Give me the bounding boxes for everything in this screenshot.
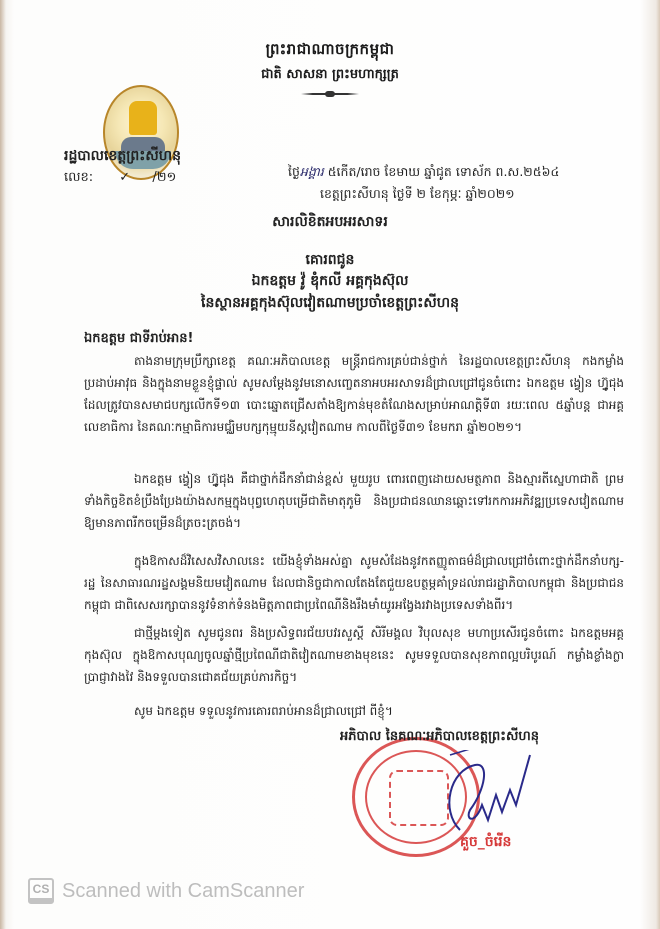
letterhead [230,40,430,95]
recipient-name: ឯកឧត្តម វ៉ូ ឌុំកលី អគ្គកុងស៊ុល [251,273,409,289]
paragraph-text: សូម ឯកឧត្តម ទទួលនូវការគោរពរាប់អានដ៏ជ្រាលជ្រៅ ពីខ្ញុំ។ [134,704,393,718]
closing-paragraph [84,700,624,722]
camscanner-logo-icon: CS [28,878,54,904]
paragraph-text: តាងនាមក្រុមប្រឹក្សាខេត្ត គណៈអភិបាលខេត្ត មន្ត្រីរាជការគ្រប់ជាន់ថ្នាក់ នៃរដ្ឋបាលខេត្តព្រះសីហនុ កងកម្លាំងប្រដាប់អាវុធ និងក្នុងនាមខ្លួនខ្ញុំផ្ទាល់ សូមសម្ដែងនូវមនោសញ្ចេតនាអបអរសាទរដ៏ជ្រាលជ្រៅជូនចំពោះ ឯកឧត្តម ង្វៀន ហ្វ៊ូជុង ដែលត្រូវបានសមាជបក្សលើកទី១៣ បោះឆ្នោតជ្រើសតាំងឱ្យកាន់មុខតំណែងសម្រាប់អាណត្តិទី៣ រយៈពេល ៥ឆ្នាំបន្ត ជាអគ្គលេខាធិការ នៃគណៈកម្មាធិការមជ្ឈិមបក្សកុម្មុយនីស្តវៀតណាម កាលពីថ្ងៃទី៣១ ខែមករា ឆ្នាំ២០២១។ [84,354,624,434]
check-mark-icon: ✓ [119,170,131,185]
paragraph-text: ក្នុងឱកាសដ៏វិសេសវិសាលនេះ យើងខ្ញុំទាំងអស់គ្នា សូមសំដែងនូវកតញ្ញូតាធម៌ដ៏ជ្រាលជ្រៅចំពោះថ្នាក់ដឹកនាំបក្ស-រដ្ឋ នៃសាធារណរដ្ឋសង្គមនិយមវៀតណាម ដែលជានិច្ចជាកាលតែងតែជួយឧបត្ថម្ភគាំទ្រដល់រាជរដ្ឋាភិបាលកម្ពុជា និងប្រជាជនកម្ពុជា ជាពិសេសរក្សាបាននូវទំនាក់ទំនងមិត្តភាពជាប្រពៃណីនិងរឹងមាំយូរអង្វែងរវាងប្រទេសទាំងពីរ។ [84,554,624,612]
lunar-date-rest: ៥កើត/រោច ខែមាឃ ឆ្នាំជូត ទោស័ក ព.ស.២៥៦៤ [327,164,560,179]
signer-name: គួច_ចំរើន [460,834,512,850]
kingdom-title: ព្រះរាជាណាចក្រកម្ពុជា [265,40,395,58]
lunar-date [288,164,559,183]
signature-icon [430,750,550,840]
recipient-greeting: គោរពជូន [305,252,355,268]
paragraph-text: ឯកឧត្តម ង្វៀន ហ្វ៊ូជុង គឺជាថ្នាក់ដឹកនាំជាន់ខ្ពស់ មួយរូប ពោរពេញដោយសមត្ថភាព និងស្មារតីស្នេហាជាតិ ព្រមទាំងកិច្ចខិតខំប្រឹងប្រែងយ៉ាងសកម្មក្នុងបុព្វហេតុបម្រើជាតិមាតុភូមិ និងប្រជាជនឈានឆ្ពោះទៅរកការអភិវឌ្ឍប្រទេសវៀតណាម ឱ្យមានភាពរីកចម្រើនដ៏ត្រចះត្រចង់។ [84,472,624,530]
reference-label: លេខ: [64,170,94,185]
reference-number [64,169,176,188]
body-paragraph [84,622,624,688]
signer-title: អភិបាល នៃគណៈអភិបាលខេត្តព្រះសីហនុ [340,729,539,744]
body-paragraph [84,468,624,534]
lunar-date-prefix: ថ្ងៃ [288,164,300,179]
recipient-office: នៃស្ថានអគ្គកុងស៊ុលវៀតណាមប្រចាំខេត្តព្រះសីហនុ [201,295,459,311]
handwritten-weekday: អង្គារ [299,164,324,179]
letter-title: សារលិខិតអបអរសាទរ [272,214,388,230]
body-paragraph [84,350,624,438]
sender-administration: រដ្ឋបាលខេត្តព្រះសីហនុ [64,148,181,164]
national-motto: ជាតិ សាសនា ព្រះមហាក្សត្រ [261,67,399,82]
camscanner-watermark [28,878,304,904]
watermark-text: Scanned with CamScanner [62,879,305,902]
reference-value: /២១ [152,170,177,185]
solar-date: ខេត្តព្រះសីហនុ ថ្ងៃទី ២ ខែកុម្ភៈ ឆ្នាំ២០២១ [320,186,515,201]
paragraph-text: ជាថ្មីម្ដងទៀត សូមជូនពរ និងប្រសិទ្ធពរជ័យបវរសួស្តី សិរីមង្គល វិបុលសុខ មហាប្រសើរជូនចំពោះ ឯកឧត្តមអគ្គកុងស៊ុល ក្នុងឱកាសបុណ្យចូលឆ្នាំថ្មីប្រពៃណីជាតិវៀតណាមខាងមុខនេះ សូមទទួលបានសុខភាពល្អបរិបូរណ៍ កម្លាំងខ្លាំងក្លា ប្រាជ្ញាវាងវៃ និងទទួលបានជោគជ័យគ្រប់ភារកិច្ច។ [84,626,624,684]
ornament-divider [301,93,359,95]
salutation: ឯកឧត្តម ជាទីរាប់អាន! [84,331,194,346]
lion-emblem-icon [129,101,157,135]
body-paragraph [84,550,624,616]
